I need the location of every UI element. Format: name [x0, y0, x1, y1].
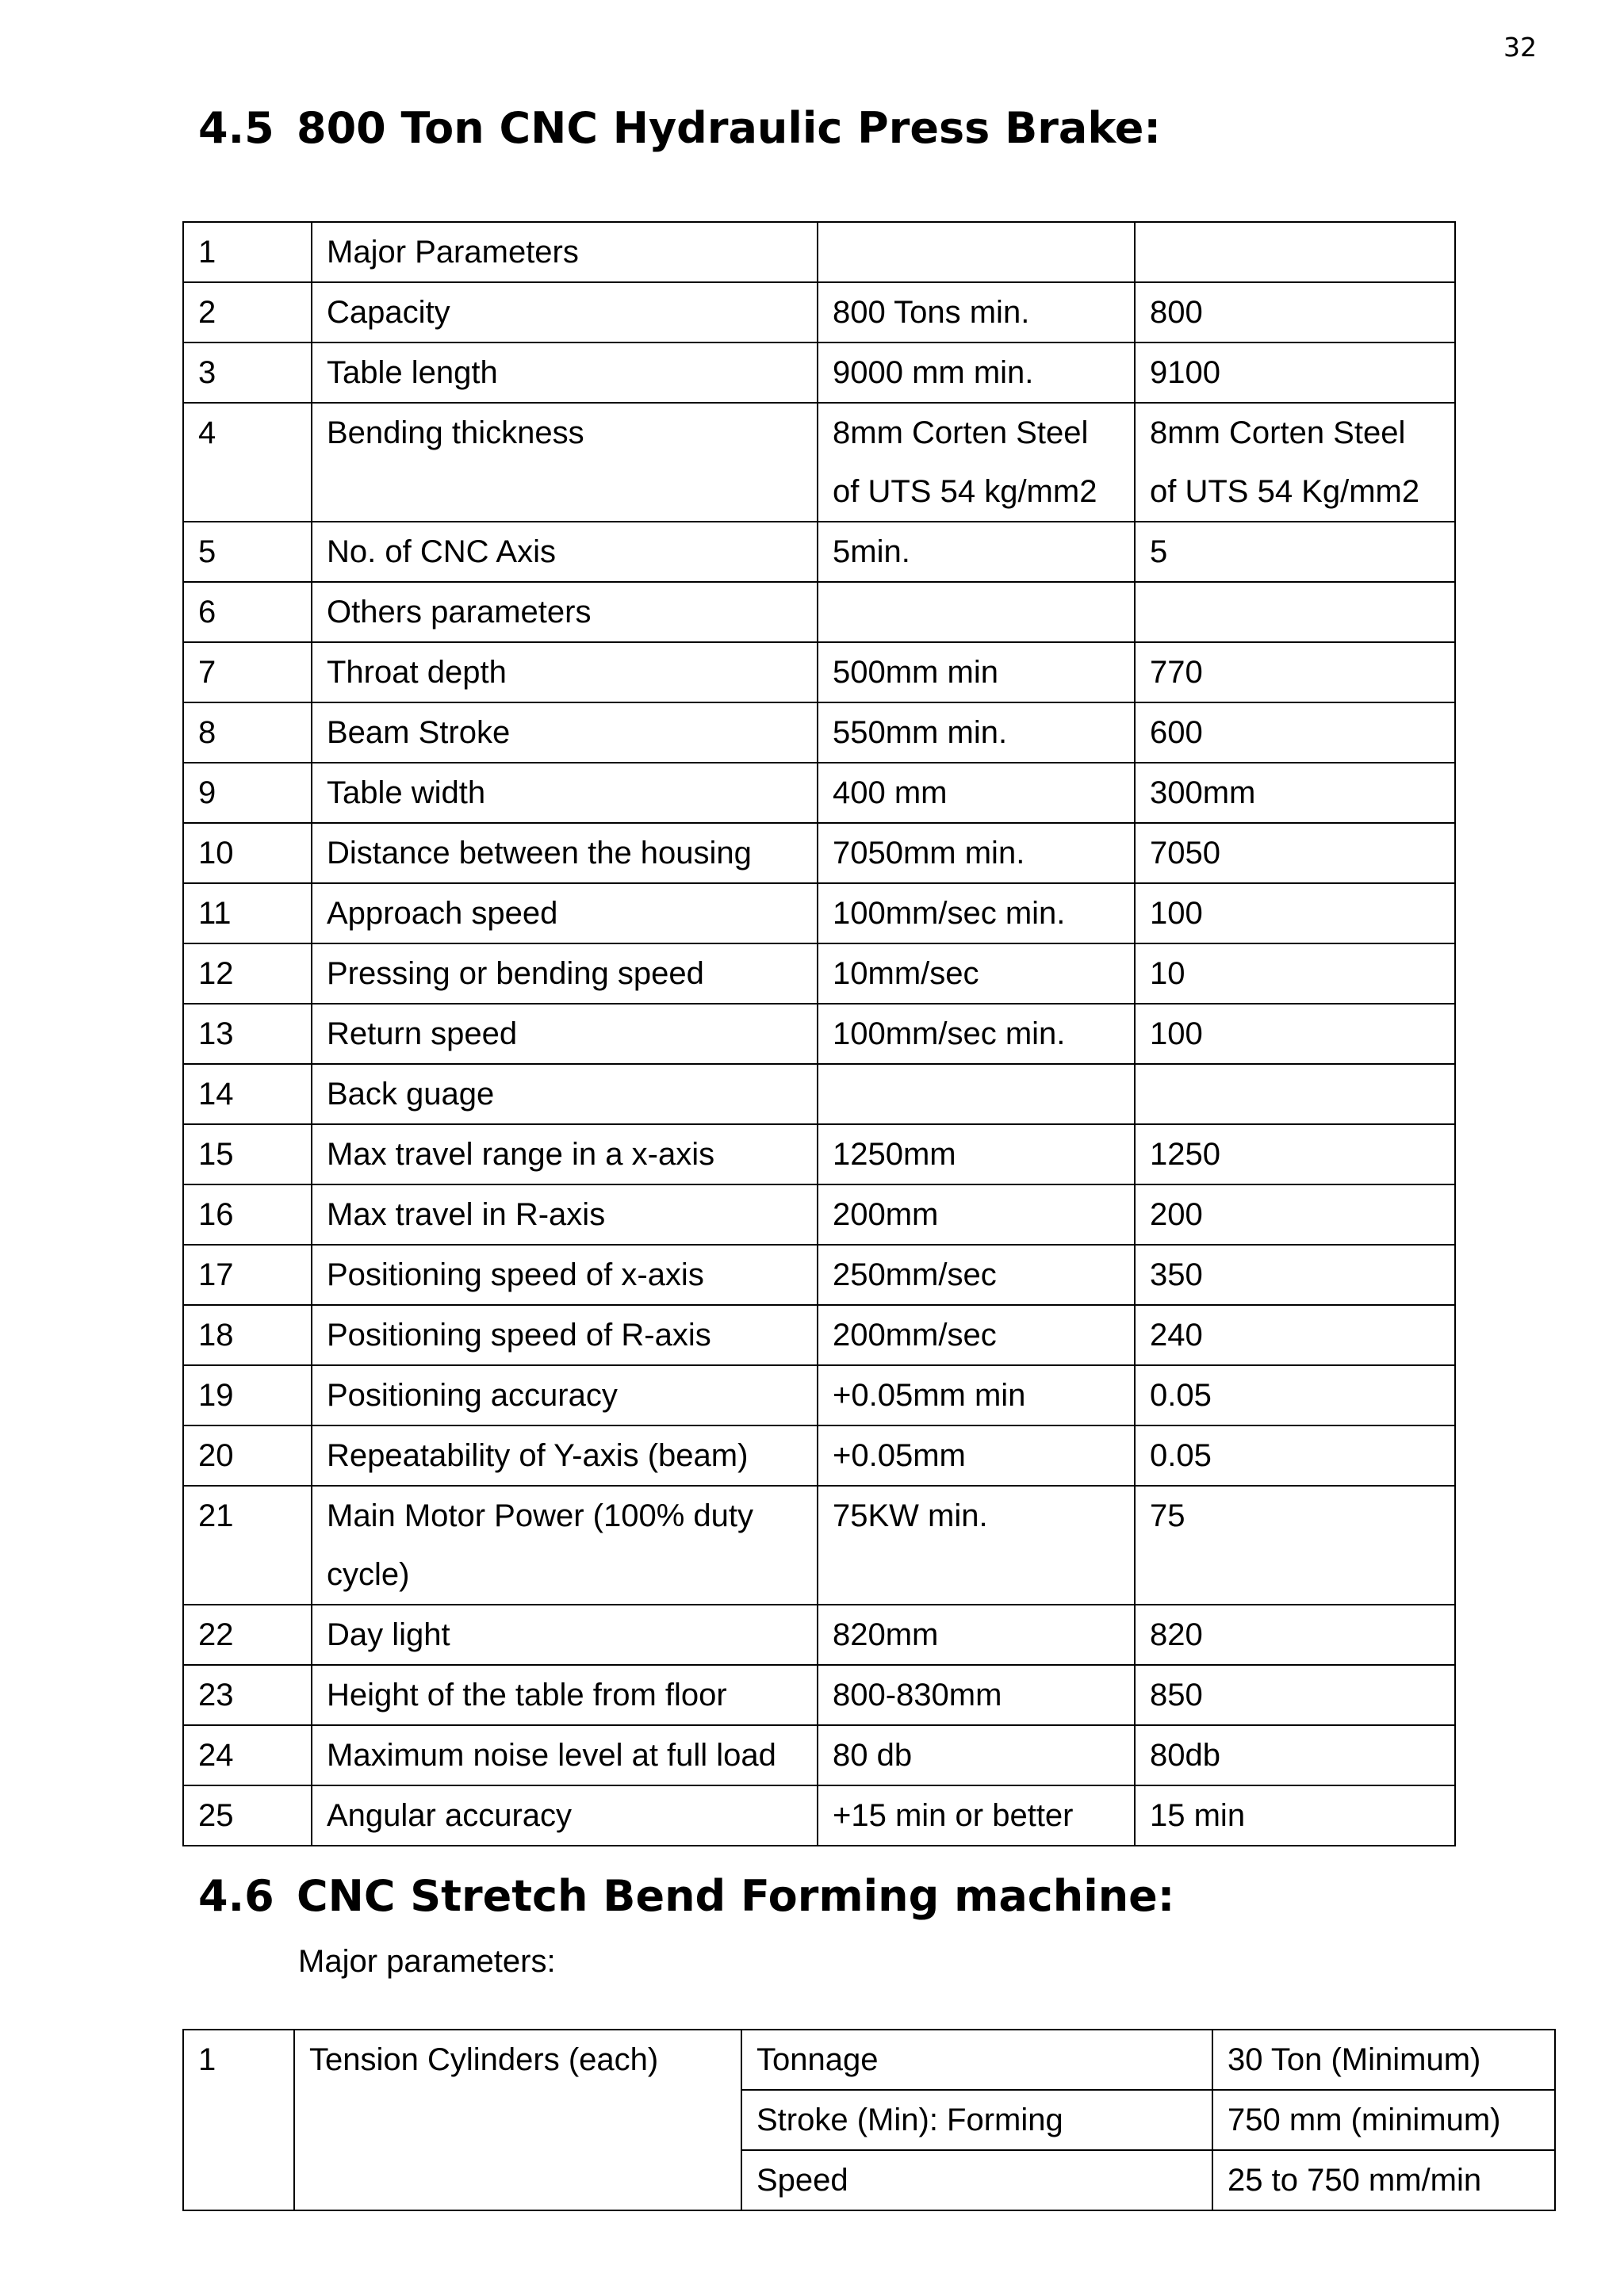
- parameter-cell: Positioning accuracy: [312, 1365, 818, 1425]
- offered-value-cell: 600: [1135, 702, 1455, 763]
- row-number-cell: 21: [183, 1486, 312, 1605]
- parameter-cell: Day light: [312, 1605, 818, 1665]
- row-number-cell: 11: [183, 883, 312, 943]
- table-row: [183, 1425, 1455, 1486]
- row-number-cell: 16: [183, 1184, 312, 1245]
- parameter-cell: Positioning speed of x-axis: [312, 1245, 818, 1305]
- parameter-cell: Max travel range in a x-axis: [312, 1124, 818, 1184]
- page-number: 32: [1503, 32, 1537, 63]
- offered-value-cell: 10: [1135, 943, 1455, 1004]
- row-number-cell: 14: [183, 1064, 312, 1124]
- table-row: [183, 1785, 1455, 1846]
- parameter-cell: Beam Stroke: [312, 702, 818, 763]
- section-heading-4-5: [198, 103, 1161, 153]
- section-subtitle: Major parameters:: [298, 1944, 556, 1979]
- requirement-cell: [818, 1064, 1135, 1124]
- section-number: 4.5: [198, 103, 274, 153]
- row-number-cell: 5: [183, 522, 312, 582]
- parameter-cell: Repeatability of Y-axis (beam): [312, 1425, 818, 1486]
- requirement-cell: +0.05mm: [818, 1425, 1135, 1486]
- table-row: [183, 522, 1455, 582]
- table-row: [183, 222, 1455, 282]
- item-label-cell: Tension Cylinders (each): [294, 2030, 741, 2210]
- table-row: [183, 2030, 1555, 2090]
- parameter-cell: Positioning speed of R-axis: [312, 1305, 818, 1365]
- offered-value-cell: 850: [1135, 1665, 1455, 1725]
- table-row: [183, 823, 1455, 883]
- requirement-cell: 800-830mm: [818, 1665, 1135, 1725]
- parameter-cell: Main Motor Power (100% duty cycle): [312, 1486, 818, 1605]
- table-row: [183, 702, 1455, 763]
- parameter-cell: Others parameters: [312, 582, 818, 642]
- row-number-cell: 10: [183, 823, 312, 883]
- row-number-cell: 4: [183, 403, 312, 522]
- offered-value-cell: 100: [1135, 883, 1455, 943]
- offered-value-cell: 0.05: [1135, 1365, 1455, 1425]
- parameter-cell: Angular accuracy: [312, 1785, 818, 1846]
- requirement-cell: 550mm min.: [818, 702, 1135, 763]
- row-number-cell: 3: [183, 342, 312, 403]
- row-number-cell: 20: [183, 1425, 312, 1486]
- row-number-cell: 15: [183, 1124, 312, 1184]
- row-number-cell: 22: [183, 1605, 312, 1665]
- requirement-cell: [818, 582, 1135, 642]
- offered-value-cell: [1135, 222, 1455, 282]
- parameter-cell: Max travel in R-axis: [312, 1184, 818, 1245]
- value-cell: 750 mm (minimum): [1212, 2090, 1555, 2150]
- value-cell: 30 Ton (Minimum): [1212, 2030, 1555, 2090]
- parameter-cell: Capacity: [312, 282, 818, 342]
- offered-value-cell: 15 min: [1135, 1785, 1455, 1846]
- offered-value-cell: 800: [1135, 282, 1455, 342]
- stretch-bend-spec-table: [182, 2029, 1556, 2211]
- parameter-cell: Back guage: [312, 1064, 818, 1124]
- offered-value-cell: 1250: [1135, 1124, 1455, 1184]
- parameter-cell: Throat depth: [312, 642, 818, 702]
- parameter-cell: Pressing or bending speed: [312, 943, 818, 1004]
- requirement-cell: [818, 222, 1135, 282]
- parameter-cell: Maximum noise level at full load: [312, 1725, 818, 1785]
- offered-value-cell: 75: [1135, 1486, 1455, 1605]
- table-row: [183, 403, 1455, 522]
- requirement-cell: 80 db: [818, 1725, 1135, 1785]
- requirement-cell: 100mm/sec min.: [818, 883, 1135, 943]
- parameter-cell: Stroke (Min): Forming: [741, 2090, 1212, 2150]
- offered-value-cell: 80db: [1135, 1725, 1455, 1785]
- table-row: [183, 1365, 1455, 1425]
- offered-value-cell: 240: [1135, 1305, 1455, 1365]
- table-row: [183, 342, 1455, 403]
- table-row: [183, 943, 1455, 1004]
- section-title: 800 Ton CNC Hydraulic Press Brake:: [297, 103, 1161, 153]
- table-row: [183, 883, 1455, 943]
- parameter-cell: Table length: [312, 342, 818, 403]
- requirement-cell: 200mm/sec: [818, 1305, 1135, 1365]
- offered-value-cell: 100: [1135, 1004, 1455, 1064]
- section-number: 4.6: [198, 1871, 274, 1921]
- requirement-cell: 75KW min.: [818, 1486, 1135, 1605]
- parameter-cell: Speed: [741, 2150, 1212, 2210]
- row-number-cell: 18: [183, 1305, 312, 1365]
- parameter-cell: Height of the table from floor: [312, 1665, 818, 1725]
- requirement-cell: 800 Tons min.: [818, 282, 1135, 342]
- table-row: [183, 763, 1455, 823]
- parameter-cell: Bending thickness: [312, 403, 818, 522]
- offered-value-cell: 5: [1135, 522, 1455, 582]
- table-row: [183, 1184, 1455, 1245]
- row-number-cell: 8: [183, 702, 312, 763]
- row-number-cell: 19: [183, 1365, 312, 1425]
- table-row: [183, 1486, 1455, 1605]
- table-row: [183, 1725, 1455, 1785]
- table-row: [183, 1305, 1455, 1365]
- offered-value-cell: [1135, 582, 1455, 642]
- parameter-cell: Table width: [312, 763, 818, 823]
- table-row: [183, 1665, 1455, 1725]
- requirement-cell: 7050mm min.: [818, 823, 1135, 883]
- row-number-cell: 17: [183, 1245, 312, 1305]
- table-row: [183, 1245, 1455, 1305]
- row-number-cell: 6: [183, 582, 312, 642]
- requirement-cell: +15 min or better: [818, 1785, 1135, 1846]
- requirement-cell: 8mm Corten Steel of UTS 54 kg/mm2: [818, 403, 1135, 522]
- parameter-cell: Return speed: [312, 1004, 818, 1064]
- offered-value-cell: [1135, 1064, 1455, 1124]
- requirement-cell: 250mm/sec: [818, 1245, 1135, 1305]
- parameter-cell: Tonnage: [741, 2030, 1212, 2090]
- table-row: [183, 1064, 1455, 1124]
- row-number-cell: 7: [183, 642, 312, 702]
- offered-value-cell: 8mm Corten Steel of UTS 54 Kg/mm2: [1135, 403, 1455, 522]
- requirement-cell: 820mm: [818, 1605, 1135, 1665]
- requirement-cell: 9000 mm min.: [818, 342, 1135, 403]
- offered-value-cell: 9100: [1135, 342, 1455, 403]
- offered-value-cell: 200: [1135, 1184, 1455, 1245]
- table-row: [183, 1124, 1455, 1184]
- row-number-cell: 23: [183, 1665, 312, 1725]
- row-number-cell: 9: [183, 763, 312, 823]
- requirement-cell: 1250mm: [818, 1124, 1135, 1184]
- table-row: [183, 642, 1455, 702]
- requirement-cell: 500mm min: [818, 642, 1135, 702]
- requirement-cell: 5min.: [818, 522, 1135, 582]
- row-number-cell: 25: [183, 1785, 312, 1846]
- row-number-cell: 24: [183, 1725, 312, 1785]
- parameter-cell: Major Parameters: [312, 222, 818, 282]
- requirement-cell: 400 mm: [818, 763, 1135, 823]
- offered-value-cell: 820: [1135, 1605, 1455, 1665]
- row-number-cell: 1: [183, 222, 312, 282]
- section-heading-4-6: [198, 1871, 1174, 1921]
- requirement-cell: +0.05mm min: [818, 1365, 1135, 1425]
- table-row: [183, 1605, 1455, 1665]
- requirement-cell: 200mm: [818, 1184, 1135, 1245]
- value-cell: 25 to 750 mm/min: [1212, 2150, 1555, 2210]
- offered-value-cell: 300mm: [1135, 763, 1455, 823]
- row-number-cell: 2: [183, 282, 312, 342]
- section-title: CNC Stretch Bend Forming machine:: [297, 1871, 1175, 1921]
- table-row: [183, 282, 1455, 342]
- item-number-cell: 1: [183, 2030, 294, 2210]
- table-row: [183, 582, 1455, 642]
- offered-value-cell: 0.05: [1135, 1425, 1455, 1486]
- row-number-cell: 13: [183, 1004, 312, 1064]
- press-brake-spec-table: [182, 221, 1456, 1846]
- requirement-cell: 100mm/sec min.: [818, 1004, 1135, 1064]
- offered-value-cell: 7050: [1135, 823, 1455, 883]
- row-number-cell: 12: [183, 943, 312, 1004]
- offered-value-cell: 350: [1135, 1245, 1455, 1305]
- parameter-cell: Approach speed: [312, 883, 818, 943]
- parameter-cell: No. of CNC Axis: [312, 522, 818, 582]
- requirement-cell: 10mm/sec: [818, 943, 1135, 1004]
- table-row: [183, 1004, 1455, 1064]
- offered-value-cell: 770: [1135, 642, 1455, 702]
- parameter-cell: Distance between the housing: [312, 823, 818, 883]
